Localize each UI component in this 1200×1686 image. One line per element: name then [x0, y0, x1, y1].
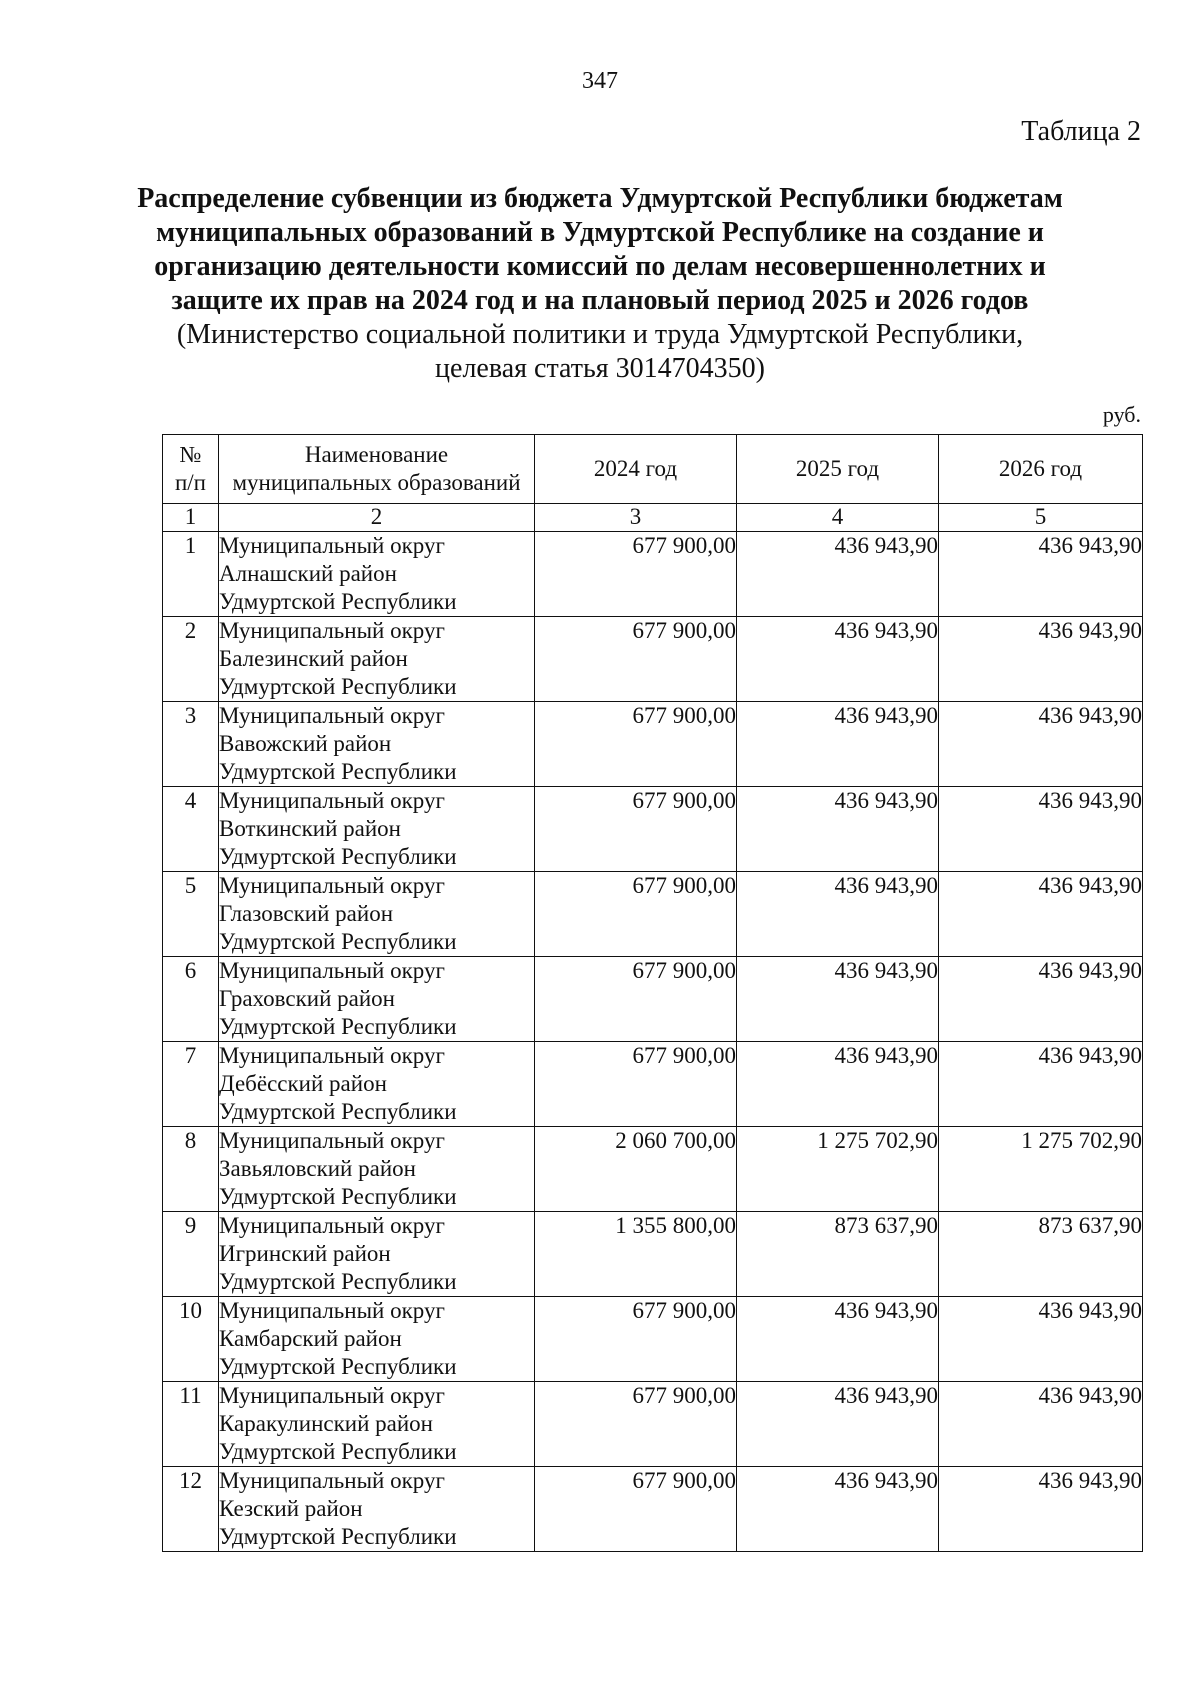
row-index: 10 — [163, 1297, 219, 1382]
table-row — [163, 617, 1143, 702]
row-name-line: Дебёсский район — [219, 1071, 387, 1096]
title-line: защите их прав на 2024 год и на плановый период 2025 и 2026 годов — [171, 285, 1029, 316]
row-index: 5 — [163, 872, 219, 957]
row-name-line: Кезский район — [219, 1496, 363, 1521]
table-row — [163, 1467, 1143, 1552]
title-line: муниципальных образований в Удмуртской Республике на создание и — [156, 217, 1044, 248]
row-name-line: Муниципальный округ — [219, 703, 445, 728]
document-title — [100, 182, 1100, 386]
row-name-line: Удмуртской Республики — [219, 674, 457, 699]
row-name-line: Граховский район — [219, 986, 395, 1011]
row-index: 3 — [163, 702, 219, 787]
row-value-2025: 1 275 702,90 — [737, 1127, 939, 1212]
row-value-2024: 677 900,00 — [535, 1467, 737, 1552]
column-number: 1 — [163, 504, 219, 532]
row-value-2025: 436 943,90 — [737, 872, 939, 957]
row-name-line: Муниципальный округ — [219, 1213, 445, 1238]
header-index — [163, 435, 219, 504]
header-index-line: № — [179, 442, 202, 467]
row-value-2024: 677 900,00 — [535, 957, 737, 1042]
row-name-line: Муниципальный округ — [219, 1383, 445, 1408]
row-value-2025: 436 943,90 — [737, 617, 939, 702]
column-number: 3 — [535, 504, 737, 532]
row-value-2025: 436 943,90 — [737, 787, 939, 872]
column-number-row — [163, 504, 1143, 532]
row-name-line: Удмуртской Республики — [219, 1099, 457, 1124]
row-index: 4 — [163, 787, 219, 872]
row-value-2026: 436 943,90 — [939, 532, 1143, 617]
row-name-line: Воткинский район — [219, 816, 401, 841]
row-name-line: Удмуртской Республики — [219, 759, 457, 784]
column-number: 4 — [737, 504, 939, 532]
row-name — [219, 617, 535, 702]
subvention-table — [162, 434, 1143, 1552]
row-index: 9 — [163, 1212, 219, 1297]
row-name-line: Муниципальный округ — [219, 958, 445, 983]
row-value-2026: 436 943,90 — [939, 957, 1143, 1042]
row-value-2026: 436 943,90 — [939, 617, 1143, 702]
row-name-line: Удмуртской Республики — [219, 1014, 457, 1039]
column-number: 5 — [939, 504, 1143, 532]
row-name-line: Муниципальный округ — [219, 1043, 445, 1068]
row-name — [219, 1382, 535, 1467]
row-value-2026: 873 637,90 — [939, 1212, 1143, 1297]
row-name-line: Муниципальный округ — [219, 788, 445, 813]
row-name — [219, 1042, 535, 1127]
header-name-line: муниципальных образований — [232, 470, 521, 495]
row-name-line: Удмуртской Республики — [219, 1184, 457, 1209]
row-value-2025: 436 943,90 — [737, 702, 939, 787]
row-name-line: Удмуртской Республики — [219, 929, 457, 954]
row-value-2025: 436 943,90 — [737, 957, 939, 1042]
row-value-2024: 677 900,00 — [535, 1297, 737, 1382]
row-value-2024: 677 900,00 — [535, 1042, 737, 1127]
row-name-line: Муниципальный округ — [219, 1468, 445, 1493]
table-row — [163, 1297, 1143, 1382]
row-name — [219, 702, 535, 787]
row-index: 12 — [163, 1467, 219, 1552]
row-name-line: Алнашский район — [219, 561, 397, 586]
row-name-line: Удмуртской Республики — [219, 1439, 457, 1464]
row-index: 2 — [163, 617, 219, 702]
row-name-line: Муниципальный округ — [219, 533, 445, 558]
table-row — [163, 1212, 1143, 1297]
row-value-2024: 677 900,00 — [535, 617, 737, 702]
table-row — [163, 872, 1143, 957]
table-row — [163, 1382, 1143, 1467]
row-value-2024: 677 900,00 — [535, 1382, 737, 1467]
title-line: Распределение субвенции из бюджета Удмуртской Республики бюджетам — [137, 183, 1063, 214]
row-value-2025: 436 943,90 — [737, 1042, 939, 1127]
title-line: организацию деятельности комиссий по делам несовершеннолетних и — [154, 251, 1046, 282]
row-name-line: Муниципальный округ — [219, 618, 445, 643]
header-name-line: Наименование — [304, 442, 449, 467]
row-value-2024: 677 900,00 — [535, 532, 737, 617]
row-name-line: Удмуртской Республики — [219, 589, 457, 614]
row-name — [219, 532, 535, 617]
table-row — [163, 532, 1143, 617]
row-name-line: Муниципальный округ — [219, 873, 445, 898]
row-name-line: Удмуртской Республики — [219, 844, 457, 869]
header-index-line: п/п — [174, 470, 206, 495]
table-row — [163, 787, 1143, 872]
page-number: 347 — [582, 68, 618, 94]
table-body — [163, 532, 1143, 1552]
table-row — [163, 957, 1143, 1042]
table-header-row — [163, 435, 1143, 504]
row-value-2026: 436 943,90 — [939, 787, 1143, 872]
row-value-2025: 436 943,90 — [737, 532, 939, 617]
row-value-2024: 677 900,00 — [535, 872, 737, 957]
row-value-2024: 1 355 800,00 — [535, 1212, 737, 1297]
row-name-line: Удмуртской Республики — [219, 1354, 457, 1379]
row-value-2026: 436 943,90 — [939, 1382, 1143, 1467]
row-name-line: Удмуртской Республики — [219, 1269, 457, 1294]
row-value-2025: 873 637,90 — [737, 1212, 939, 1297]
header-name — [219, 435, 535, 504]
title-bold-part — [100, 182, 1100, 318]
row-value-2024: 2 060 700,00 — [535, 1127, 737, 1212]
row-name-line: Муниципальный округ — [219, 1128, 445, 1153]
row-name — [219, 872, 535, 957]
row-name-line: Балезинский район — [219, 646, 408, 671]
row-index: 8 — [163, 1127, 219, 1212]
row-name-line: Вавожский район — [219, 731, 392, 756]
table-label: Таблица 2 — [1021, 116, 1141, 147]
header-2026: 2026 год — [939, 435, 1143, 504]
row-value-2026: 436 943,90 — [939, 1042, 1143, 1127]
row-name-line: Удмуртской Республики — [219, 1524, 457, 1549]
row-index: 6 — [163, 957, 219, 1042]
row-name — [219, 1212, 535, 1297]
header-2025: 2025 год — [737, 435, 939, 504]
row-value-2026: 436 943,90 — [939, 1467, 1143, 1552]
row-value-2026: 436 943,90 — [939, 872, 1143, 957]
row-value-2026: 436 943,90 — [939, 1297, 1143, 1382]
table-row — [163, 1127, 1143, 1212]
table-row — [163, 1042, 1143, 1127]
row-name-line: Завьяловский район — [219, 1156, 416, 1181]
row-name — [219, 1127, 535, 1212]
row-name — [219, 787, 535, 872]
row-value-2026: 1 275 702,90 — [939, 1127, 1143, 1212]
row-value-2025: 436 943,90 — [737, 1382, 939, 1467]
header-2024: 2024 год — [535, 435, 737, 504]
row-index: 1 — [163, 532, 219, 617]
row-name — [219, 1467, 535, 1552]
row-index: 7 — [163, 1042, 219, 1127]
row-value-2026: 436 943,90 — [939, 702, 1143, 787]
row-value-2025: 436 943,90 — [737, 1467, 939, 1552]
row-name — [219, 957, 535, 1042]
subtitle-line: (Министерство социальной политики и труда Удмуртской Республики, — [176, 319, 1024, 350]
title-subtitle — [100, 318, 1100, 386]
row-index: 11 — [163, 1382, 219, 1467]
row-value-2025: 436 943,90 — [737, 1297, 939, 1382]
row-name-line: Игринский район — [219, 1241, 391, 1266]
row-value-2024: 677 900,00 — [535, 702, 737, 787]
subtitle-line: целевая статья 3014704350) — [435, 353, 765, 384]
row-name-line: Камбарский район — [219, 1326, 402, 1351]
row-name-line: Каракулинский район — [219, 1411, 433, 1436]
row-name-line: Глазовский район — [219, 901, 394, 926]
row-name-line: Муниципальный округ — [219, 1298, 445, 1323]
row-value-2024: 677 900,00 — [535, 787, 737, 872]
row-name — [219, 1297, 535, 1382]
unit-label: руб. — [1102, 402, 1141, 427]
table-row — [163, 702, 1143, 787]
column-number: 2 — [219, 504, 535, 532]
